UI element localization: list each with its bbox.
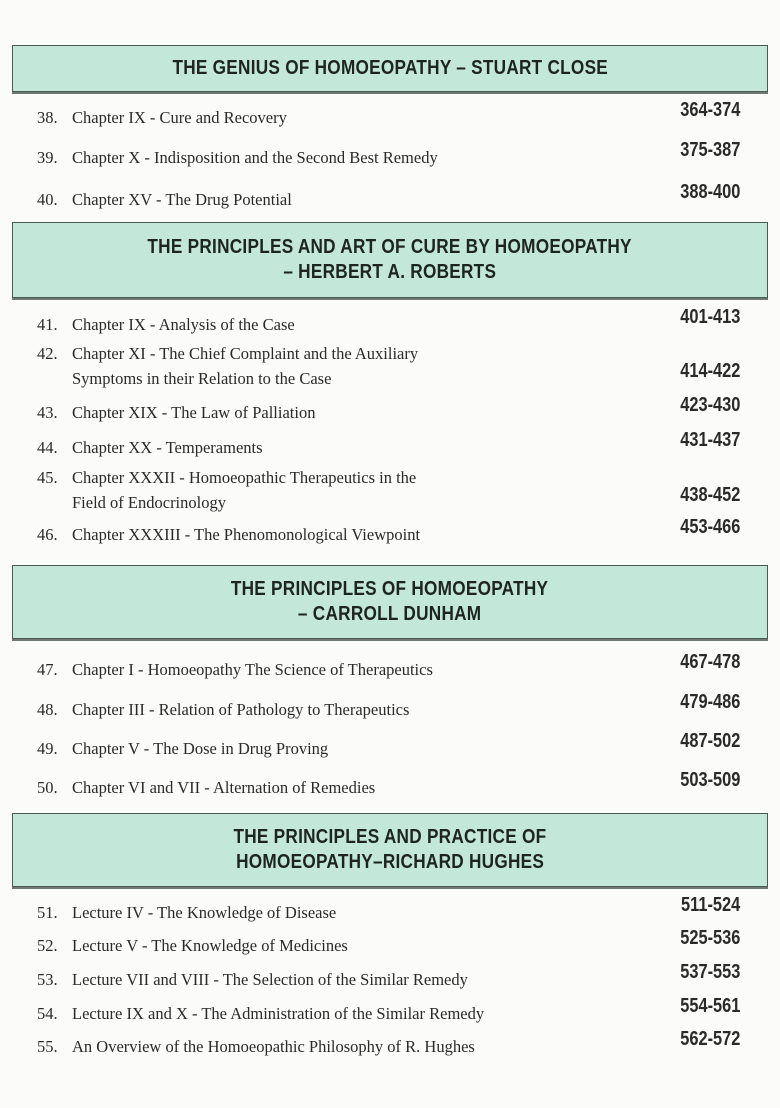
entry-title: Lecture IV - The Knowledge of Disease [72, 903, 337, 922]
toc-entry[interactable] [37, 341, 740, 391]
entry-pages: 467-478 [679, 651, 740, 673]
entry-pages: 423-430 [679, 394, 740, 416]
toc-entry[interactable] [37, 139, 740, 170]
entry-number: 55. [37, 1037, 58, 1056]
entry-pages: 453-466 [679, 516, 740, 538]
entry-number: 47. [37, 660, 58, 679]
section-header [12, 45, 768, 92]
entry-title: Field of Endocrinology [72, 493, 226, 512]
toc-entry[interactable] [37, 306, 740, 337]
entry-number: 52. [37, 936, 58, 955]
section-title: THE PRINCIPLES OF HOMOEOPATHY [231, 578, 549, 600]
entry-pages: 562-572 [679, 1028, 740, 1050]
entry-number: 53. [37, 970, 58, 989]
entry-number: 43. [37, 403, 58, 422]
entry-number: 54. [37, 1004, 58, 1023]
entry-pages: 511-524 [680, 894, 740, 916]
entry-number: 40. [37, 190, 58, 209]
section-title: THE PRINCIPLES AND PRACTICE OF [233, 826, 547, 848]
toc-entry[interactable] [37, 927, 740, 958]
entry-title: Chapter XX - Temperaments [72, 438, 263, 457]
section-title: – HERBERT A. ROBERTS [283, 261, 497, 283]
section-title: HOMOEOPATHY–RICHARD HUGHES [235, 851, 545, 873]
toc-entry[interactable] [37, 769, 740, 800]
entry-number: 50. [37, 778, 58, 797]
toc-entry[interactable] [37, 99, 740, 130]
entry-title: Chapter XXXIII - The Phenomonological Viewpoint [72, 525, 421, 544]
entry-title: Lecture VII and VIII - The Selection of the Similar Remedy [72, 970, 468, 989]
entry-pages: 414-422 [679, 360, 740, 382]
entry-title: Lecture IX and X - The Administration of the Similar Remedy [72, 1004, 485, 1023]
entry-title: Chapter I - Homoeopathy The Science of Therapeutics [72, 660, 433, 679]
entry-title: Chapter X - Indisposition and the Second Best Remedy [72, 148, 438, 167]
toc-entry[interactable] [37, 516, 740, 547]
section-title: THE GENIUS OF HOMOEOPATHY – STUART CLOSE [172, 57, 608, 79]
toc-entry[interactable] [37, 691, 740, 722]
entry-pages: 487-502 [679, 730, 740, 752]
section-title: THE PRINCIPLES AND ART OF CURE BY HOMOEOPATHY [147, 236, 633, 258]
entry-pages: 554-561 [679, 995, 740, 1017]
entry-number: 45. [37, 468, 58, 487]
toc-entry[interactable] [37, 995, 740, 1026]
entry-pages: 479-486 [679, 691, 740, 713]
section-title: – CARROLL DUNHAM [298, 603, 482, 625]
entry-pages: 438-452 [679, 484, 740, 506]
toc-entry[interactable] [37, 894, 740, 925]
entry-number: 51. [37, 903, 58, 922]
toc-entry[interactable] [37, 651, 740, 682]
entry-title: Chapter IX - Cure and Recovery [72, 108, 287, 127]
entry-pages: 525-536 [679, 927, 740, 949]
section-header [12, 565, 768, 639]
toc-entry[interactable] [37, 429, 740, 460]
entry-title: Chapter III - Relation of Pathology to Therapeutics [72, 700, 410, 719]
section-header [12, 222, 768, 298]
entry-title: Chapter XI - The Chief Complaint and the Auxiliary [72, 344, 419, 363]
entry-number: 48. [37, 700, 58, 719]
entry-title: An Overview of the Homoeopathic Philosophy of R. Hughes [72, 1037, 475, 1056]
entry-pages: 388-400 [679, 181, 740, 203]
toc-entry[interactable] [37, 961, 740, 992]
entry-pages: 364-374 [679, 99, 740, 121]
entry-number: 41. [37, 315, 58, 334]
entry-title: Chapter XXXII - Homoeopathic Therapeutics in the [72, 468, 417, 487]
toc-entry[interactable] [37, 181, 740, 212]
entry-title: Chapter XV - The Drug Potential [72, 190, 292, 209]
entry-number: 42. [37, 344, 58, 363]
entry-pages: 375-387 [679, 139, 740, 161]
toc-entry[interactable] [37, 465, 740, 515]
entry-pages: 503-509 [679, 769, 740, 791]
entry-pages: 537-553 [679, 961, 740, 983]
entry-number: 46. [37, 525, 58, 544]
entry-title: Chapter V - The Dose in Drug Proving [72, 739, 329, 758]
entry-number: 44. [37, 438, 58, 457]
entry-title: Chapter XIX - The Law of Palliation [72, 403, 316, 422]
entry-title: Symptoms in their Relation to the Case [72, 369, 332, 388]
toc-entry[interactable] [37, 730, 740, 761]
toc-entry[interactable] [37, 1028, 740, 1059]
section-header [12, 813, 768, 887]
entry-pages: 401-413 [679, 306, 740, 328]
entry-number: 39. [37, 148, 58, 167]
entry-number: 38. [37, 108, 58, 127]
entry-title: Chapter IX - Analysis of the Case [72, 315, 295, 334]
entry-number: 49. [37, 739, 58, 758]
toc-entry[interactable] [37, 394, 740, 425]
entry-pages: 431-437 [679, 429, 740, 451]
entry-title: Lecture V - The Knowledge of Medicines [72, 936, 348, 955]
entry-title: Chapter VI and VII - Alternation of Remedies [72, 778, 376, 797]
